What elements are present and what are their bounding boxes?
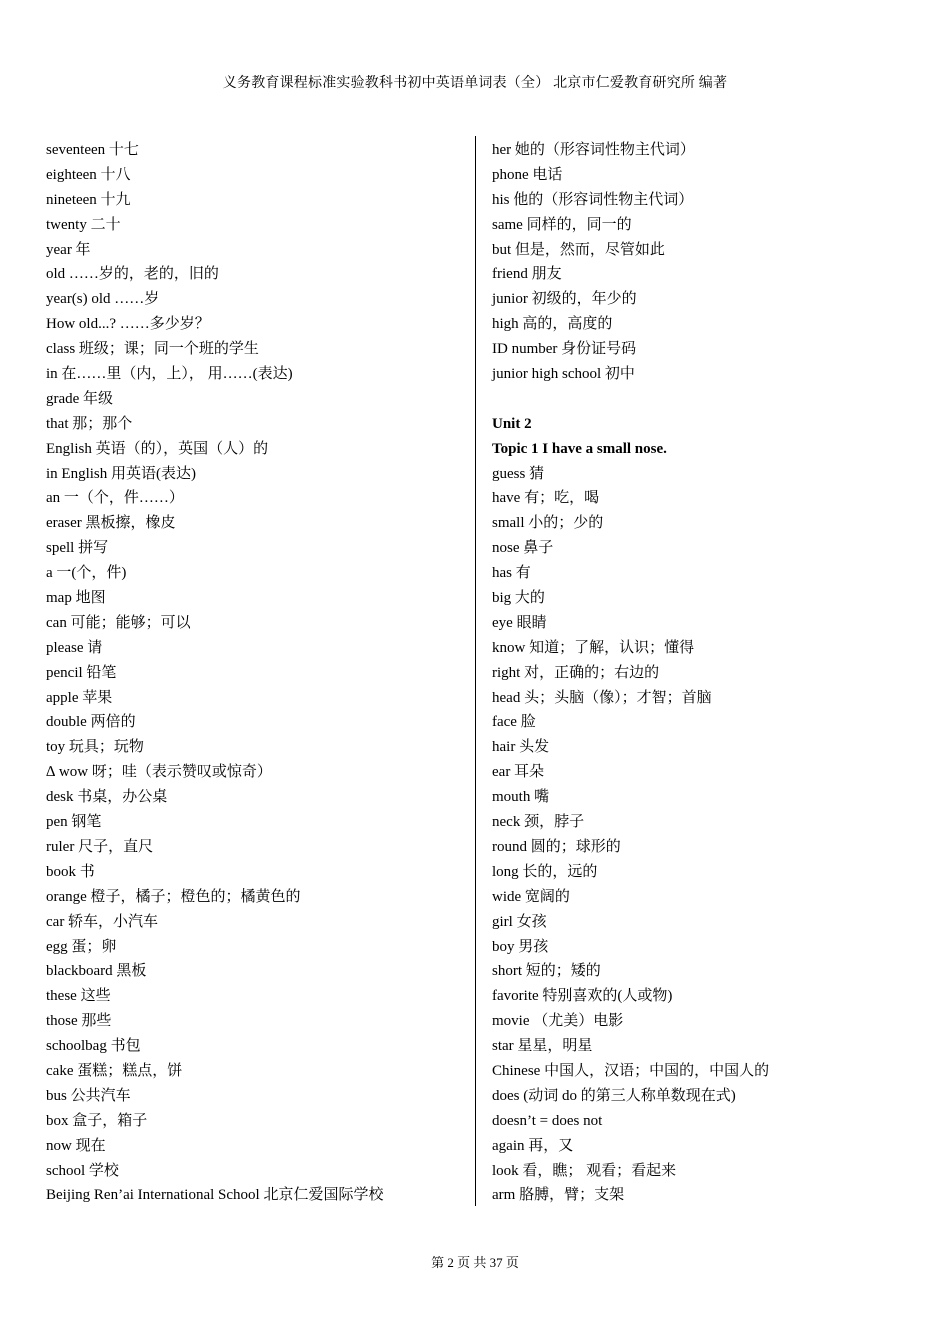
vocab-entry: Beijing Ren’ai International School 北京仁爱国际学校 <box>46 1187 384 1204</box>
vocab-entry: grade 年级 <box>46 390 114 407</box>
page-header: 义务教育课程标准实验教科书初中英语单词表（全） 北京市仁爱教育研究所 编著 <box>222 76 728 91</box>
vocab-entry: star 星星，明星 <box>492 1038 593 1055</box>
vocab-entry: box 盒子，箱子 <box>46 1112 148 1129</box>
vocab-entry: seventeen 十七 <box>46 142 139 158</box>
vocab-entry: toy 玩具；玩物 <box>46 739 144 756</box>
vocab-entry: pen 钢笔 <box>46 814 102 831</box>
vocab-entry: his 他的（形容词性物主代词） <box>492 191 694 208</box>
vocab-entry: boy 男孩 <box>492 938 549 955</box>
vocab-entry: egg 蛋；卵 <box>46 938 117 955</box>
vocab-entry: junior high school 初中 <box>492 366 635 383</box>
vocab-entry: old ……岁的，老的，旧的 <box>46 266 219 283</box>
right-column-bottom-list <box>492 462 932 1209</box>
right-column <box>492 138 932 1208</box>
vocab-entry: short 短的；矮的 <box>492 963 601 980</box>
vocab-entry: How old...? ……多少岁？ <box>46 316 210 333</box>
vocab-entry: a 一(个，件) <box>46 565 127 582</box>
vocab-entry: class 班级；课；同一个班的学生 <box>46 341 259 358</box>
vocab-entry: wide 宽阔的 <box>492 888 570 905</box>
page-footer: 第 2 页 共 37 页 <box>431 1255 519 1270</box>
vocab-entry: right 对，正确的；右边的 <box>492 664 660 681</box>
vocab-entry: face 脸 <box>492 714 536 731</box>
vocab-entry: guess 猜 <box>492 465 545 482</box>
vocab-entry: have 有；吃，喝 <box>492 490 600 507</box>
topic-heading: Topic 1 I have a small nose. <box>492 440 667 457</box>
vocab-entry: bus 公共汽车 <box>46 1087 131 1104</box>
vocab-entry: ∆ wow 呀；哇（表示赞叹或惊奇） <box>46 764 272 781</box>
vocab-entry: cake 蛋糕；糕点，饼 <box>46 1062 183 1079</box>
left-column <box>46 138 466 1208</box>
vocab-entry: again 再，又 <box>492 1137 574 1154</box>
vocab-entry: English 英语（的），英国（人）的 <box>46 440 269 457</box>
vocab-entry: small 小的；少的 <box>492 515 604 532</box>
column-divider <box>475 136 476 1206</box>
vocab-entry: book 书 <box>46 863 95 880</box>
vocab-entry: friend 朋友 <box>492 266 562 283</box>
vocab-entry: eighteen 十八 <box>46 166 131 183</box>
vocab-entry: in 在……里（内，上）， 用……(表达) <box>46 366 293 383</box>
vocab-entry: pencil 铅笔 <box>46 664 117 681</box>
vocab-entry: her 她的（形容词性物主代词） <box>492 142 695 158</box>
vocab-entry: schoolbag 书包 <box>46 1038 141 1055</box>
vocab-entry: phone 电话 <box>492 166 563 183</box>
vocab-entry: high 高的，高度的 <box>492 316 613 333</box>
vocab-entry: twenty 二十 <box>46 216 121 233</box>
unit-heading: Unit 2 <box>492 415 532 432</box>
vocab-entry: girl 女孩 <box>492 913 547 930</box>
vocab-entry: orange 橙子，橘子；橙色的；橘黄色的 <box>46 888 301 905</box>
vocab-entry: has 有 <box>492 565 531 582</box>
vocab-entry: neck 颈，脖子 <box>492 814 585 831</box>
vocab-entry: eye 眼睛 <box>492 614 547 631</box>
vocab-entry: can 可能；能够；可以 <box>46 614 191 631</box>
vocab-entry: arm 胳膊，臂；支架 <box>492 1187 625 1204</box>
vocab-entry: that 那；那个 <box>46 415 133 432</box>
vocab-entry: spell 拼写 <box>46 540 109 557</box>
vocab-entry: big 大的 <box>492 590 545 607</box>
vocab-entry: desk 书桌，办公桌 <box>46 789 168 806</box>
vocab-entry: in English 用英语(表达) <box>46 465 196 482</box>
vocab-entry: same 同样的，同一的 <box>492 216 632 233</box>
vocab-entry: double 两倍的 <box>46 714 136 731</box>
vocab-entry: doesn’t = does not <box>492 1112 603 1129</box>
vocab-entry: look 看，瞧； 观看；看起来 <box>492 1162 677 1179</box>
vocab-entry: hair 头发 <box>492 739 550 756</box>
vocab-entry: but 但是，然而，尽管如此 <box>492 241 665 258</box>
vocab-entry: mouth 嘴 <box>492 789 550 806</box>
vocab-entry: ID number 身份证号码 <box>492 341 637 358</box>
vocab-entry: those 那些 <box>46 1013 112 1030</box>
vocab-entry: eraser 黑板擦，橡皮 <box>46 515 176 532</box>
vocab-entry: nose 鼻子 <box>492 540 554 557</box>
vocab-entry: round 圆的；球形的 <box>492 838 621 855</box>
vocab-entry: Chinese 中国人，汉语；中国的，中国人的 <box>492 1062 770 1079</box>
vocab-entry: these 这些 <box>46 988 111 1005</box>
vocab-entry: school 学校 <box>46 1162 119 1179</box>
vocab-entry: map 地图 <box>46 590 106 607</box>
vocab-entry: car 轿车，小汽车 <box>46 913 159 930</box>
vocab-entry: ruler 尺子，直尺 <box>46 838 154 855</box>
vocab-entry: ear 耳朵 <box>492 764 545 781</box>
vocab-entry: junior 初级的，年少的 <box>492 291 637 308</box>
vocab-entry: movie （尤美）电影 <box>492 1013 624 1030</box>
vocab-entry: blackboard 黑板 <box>46 963 147 980</box>
right-column-top-list <box>492 138 932 387</box>
vocab-entry: nineteen 十九 <box>46 191 131 208</box>
vocab-entry: year(s) old ……岁 <box>46 291 160 308</box>
section-gap <box>492 387 932 412</box>
vocab-entry: does (动词 do 的第三人称单数现在式) <box>492 1087 736 1104</box>
vocab-entry: now 现在 <box>46 1137 106 1154</box>
vocab-entry: long 长的，远的 <box>492 863 598 880</box>
vocab-entry: please 请 <box>46 639 103 656</box>
vocab-entry: an 一（个，件……） <box>46 490 184 507</box>
vocab-entry: favorite 特别喜欢的(人或物) <box>492 988 673 1005</box>
vocab-entry: head 头；头脑（像）；才智；首脑 <box>492 689 712 706</box>
vocab-entry: apple 苹果 <box>46 689 113 706</box>
vocab-entry: know 知道；了解，认识；懂得 <box>492 639 695 656</box>
vocab-entry: year 年 <box>46 241 91 258</box>
